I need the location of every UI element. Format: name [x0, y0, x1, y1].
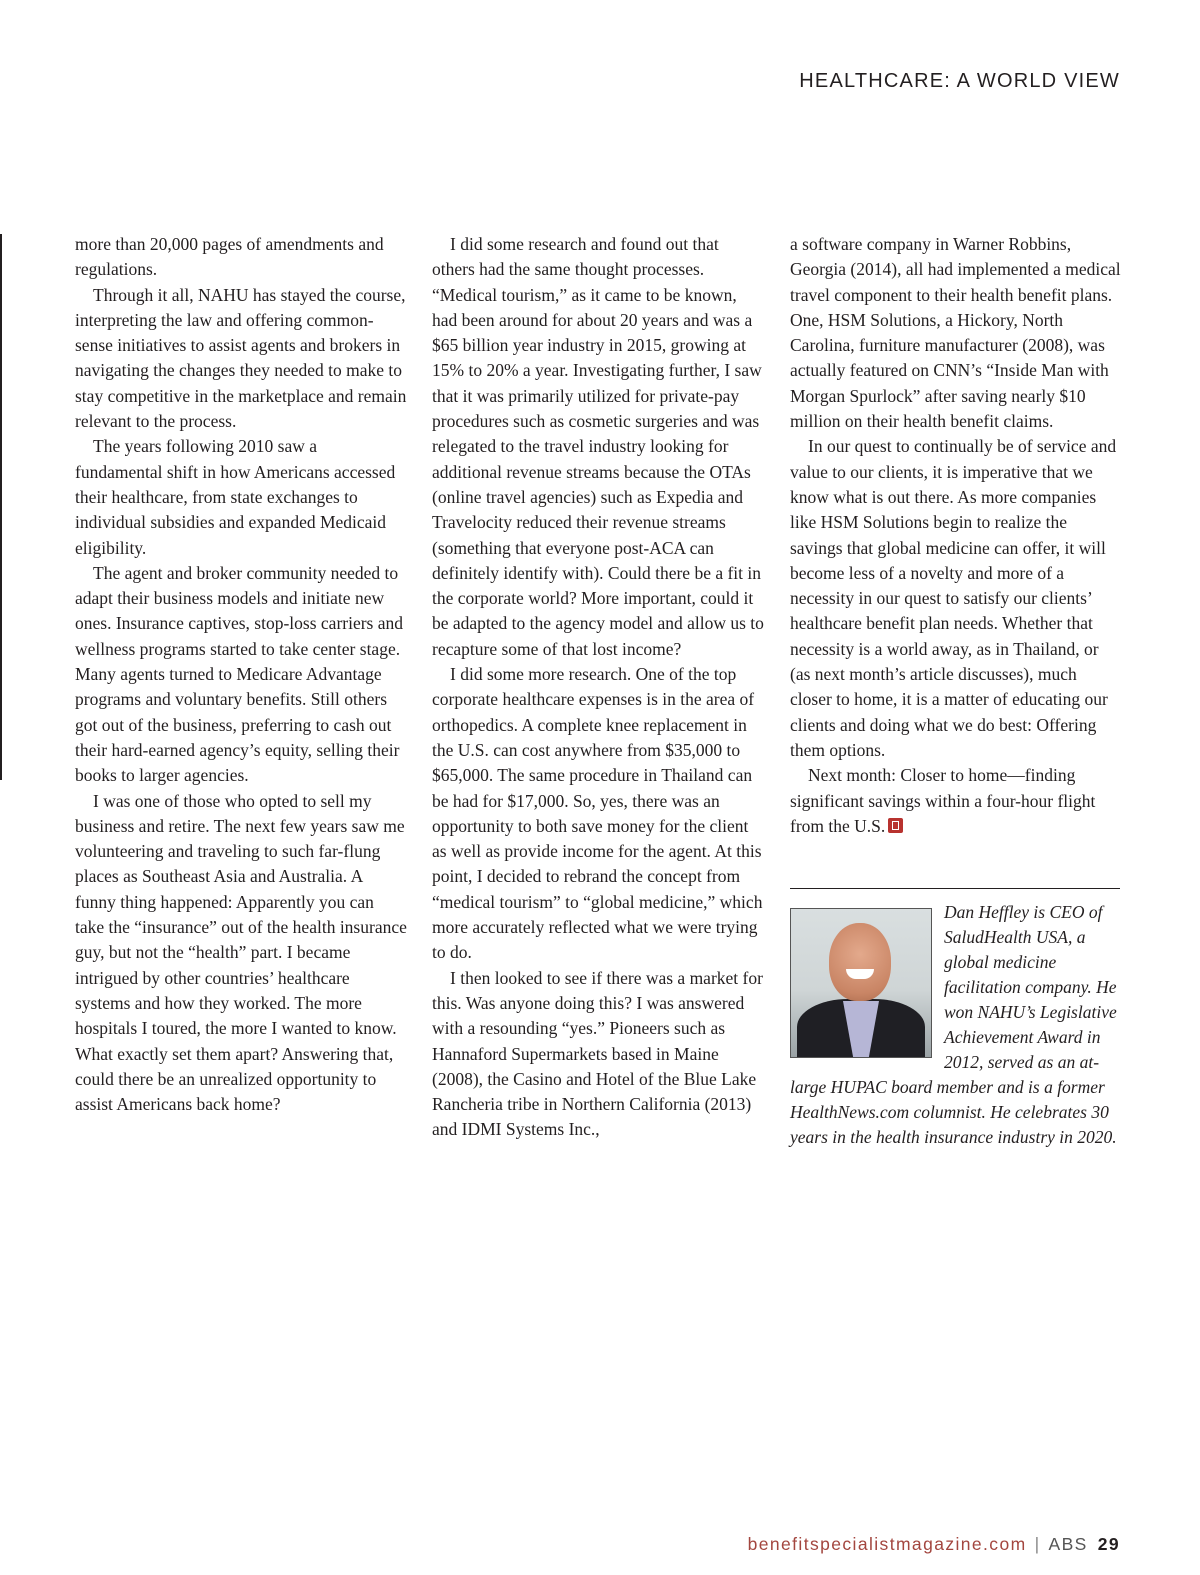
page-footer — [748, 1534, 1120, 1555]
footer-publication: ABS — [1048, 1534, 1088, 1554]
article-column-1 — [75, 232, 407, 1117]
author-bio — [790, 900, 1120, 1150]
bio-divider — [790, 888, 1120, 889]
article-column-2 — [432, 232, 764, 1143]
paragraph: I did some more research. One of the top corporate healthcare expenses is in the area of orthopedics. A complete knee replacement in the U.S. can cost anywhere from $35,000 to $65,000. The same procedure in Thailand can be had for $17,000. So, yes, there was an opportunity to both save money for the client as well as provide income for the agent. At this point, I decided to rebrand the concept from “medical tourism” to “global medicine,” which more accurately reflected what we were trying to do. — [432, 664, 763, 963]
paragraph: In our quest to continually be of service and value to our clients, it is imperative that we know what is out there. As more companies like HSM Solutions begin to realize the savings that global medicine can offer, it will become less of a novelty and more of a necessity in our quest to satisfy our clients’ healthcare benefit plan needs. Whether that necessity is a world away, as in Thailand, or (as next month’s article discusses), much closer to home, it is a matter of educating our clients and doing what we do best: Offering them options. — [790, 436, 1117, 760]
paragraph: I then looked to see if there was a market for this. Was anyone doing this? I was answered with a resounding “yes.” Pioneers such as Hannaford Supermarkets based in Maine (2008), the Casino and Hotel of the Blue Lake Rancheria tribe in Northern California (2013) and IDMI Systems Inc., — [432, 967, 763, 1140]
paragraph: more than 20,000 pages of amendments and regulations. — [75, 234, 384, 280]
paragraph: I was one of those who opted to sell my business and retire. The next few years saw me volunteering and traveling to such far-flung places as Southeast Asia and Australia. A funny thing happened: Apparently you can take the “insurance” out of the health insurance guy, but not the “health” part. I became intrigued by other countries’ healthcare systems and how they worked. The more hospitals I toured, the more I wanted to know. What exactly set them apart? Answering that, could there be an unrealized opportunity to assist Americans back home? — [75, 790, 407, 1115]
paragraph: a software company in Warner Robbins, Georgia (2014), all had implemented a medical travel component to their health benefit plans. One, HSM Solutions, a Hickory, North Carolina, furniture manufacturer (2008), was actually featured on CNN’s “Inside Man with Morgan Spurlock” after saving nearly $10 million on their health benefit claims. — [790, 234, 1121, 432]
paragraph: I did some research and found out that others had the same thought processes. “Medical tourism,” as it came to be known, had been around for about 20 years and was a $65 billion year industry in 2015, growing at 15% to 20% a year. Investigating further, I saw that it was primarily utilized for private-pay procedures such as cosmetic surgeries and was relegated to the travel industry looking for additional revenue streams because the OTAs (online travel agencies) such as Expedia and Travelocity reduced their revenue streams (something that everyone post-ACA can definitely identify with). Could there be a fit in the corporate world? More important, could it be adapted to the agency model and allow us to recapture some of that lost income? — [432, 234, 764, 659]
paragraph: The years following 2010 saw a fundamental shift in how Americans accessed their healthcare, from state exchanges to individual subsidies and expanded Medicaid eligibility. — [75, 436, 396, 558]
footer-website[interactable]: benefitspecialistmagazine.com — [747, 1534, 1027, 1554]
end-of-article-icon — [888, 818, 903, 833]
section-title: HEALTHCARE: A WORLD VIEW — [799, 70, 1120, 92]
author-photo — [790, 908, 932, 1058]
page-number: 29 — [1097, 1534, 1120, 1554]
paragraph: The agent and broker community needed to adapt their business models and initiate new ones. Insurance captives, stop-loss carriers and wellness programs started to take center stage. Many agents turned to Medicare Advantage programs and voluntary benefits. Still others got out of the business, preferring to cash out their hard-earned agency’s equity, selling their books to larger agencies. — [75, 562, 404, 786]
paragraph: Through it all, NAHU has stayed the course, interpreting the law and offering common-sense initiatives to assist agents and brokers in navigating the changes they needed to make to stay competitive in the marketplace and remain relevant to the process. — [75, 284, 407, 432]
footer-separator: | — [1034, 1534, 1041, 1554]
margin-rule — [0, 234, 2, 780]
closing-text: Next month: Closer to home—finding significant savings within a four-hour flight from the U.S. — [790, 765, 1096, 836]
paragraph — [790, 763, 1122, 839]
article-column-3 — [790, 232, 1122, 839]
author-bio-text: Dan Heffley is CEO of SaludHealth USA, a global medicine facilitation company. He won NAHU’s Legislative Achievement Award in 2012, served as an at-large HUPAC board member and is a former HealthNews.com columnist. He celebrates 30 years in the health insurance industry in 2020. — [790, 902, 1117, 1147]
photo-head — [829, 923, 891, 1001]
